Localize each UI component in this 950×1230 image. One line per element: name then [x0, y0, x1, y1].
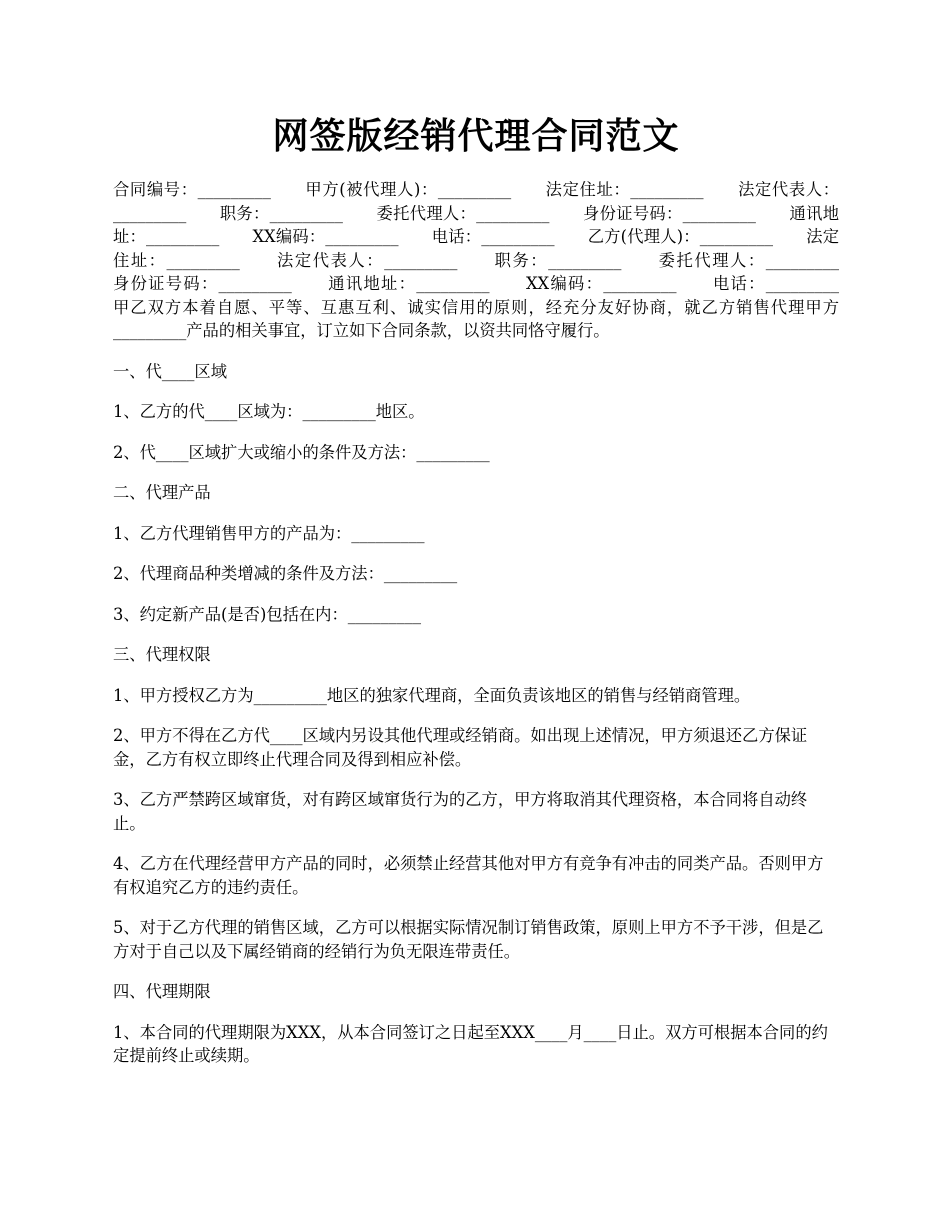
section-3-clause-3: 3、乙方严禁跨区域窜货，对有跨区域窜货行为的乙方，甲方将取消其代理资格，本合同将自动终止。 [113, 790, 808, 833]
section-2-heading: 二、代理产品 [113, 483, 211, 502]
section-3-clause-4: 4、乙方在代理经营甲方产品的同时，必须禁止经营其他对甲方有竞争有冲击的同类产品。否则甲方有权追究乙方的违约责任。 [113, 854, 824, 897]
section-3-clause-1: 1、甲方授权乙方为_________地区的独家代理商，全面负责该地区的销售与经销商管理。 [113, 685, 751, 705]
section-2-clause-1: 1、乙方代理销售甲方的产品为：_________ [113, 523, 425, 543]
contract-parties-paragraph: 合同编号：_________ 甲方(被代理人)：_________ 法定住址：_________ 法定代表人：_________ 职务：_________ 委托代理人：_________ 身份证号码：_________ 通讯地址：_________ XX编码：_________ 电话：_________ 乙方(代理人)：_________ 法定住址：_________ 法定代表人：_________ 职务：_________ 委托代理人：_________ 身份证号码：_________ 通讯地址：_________ XX编码：_________ 电话：_________ 甲乙双方本着自愿、平等、互惠互利、诚实信用的原则，经充分友好协商，就乙方销售代理甲方_________产品的相关事宜，订立如下合同条款，以资共同恪守履行。 [113, 180, 872, 340]
document-body [113, 178, 872, 1085]
document-title: 网签版经销代理合同范文 [272, 115, 680, 157]
section-2-clause-2: 2、代理商品种类增减的条件及方法：_________ [113, 564, 458, 583]
section-3-clause-5: 5、对于乙方代理的销售区域，乙方可以根据实际情况制订销售政策，原则上甲方不予干涉，但是乙方对于自己以及下属经销商的经销行为负无限连带责任。 [113, 918, 824, 961]
section-2-clause-3: 3、约定新产品(是否)包括在内：_________ [113, 604, 421, 624]
section-3-clause-2: 2、甲方不得在乙方代____区域内另设其他代理或经销商。如出现上述情况，甲方须退还乙方保证金，乙方有权立即终止代理合同及得到相应补偿。 [113, 726, 808, 769]
section-1-clause-1: 1、乙方的代____区域为：_________地区。 [113, 402, 425, 421]
section-1-heading: 一、代____区域 [113, 361, 227, 381]
section-4-heading: 四、代理期限 [113, 982, 211, 1001]
section-1-clause-2: 2、代____区域扩大或缩小的条件及方法：_________ [113, 442, 490, 462]
section-3-heading: 三、代理权限 [113, 645, 211, 664]
section-4-clause-1: 1、本合同的代理期限为XXX，从本合同签订之日起至XXX____月____日止。双方可根据本合同的约定提前终止或续期。 [113, 1022, 828, 1065]
